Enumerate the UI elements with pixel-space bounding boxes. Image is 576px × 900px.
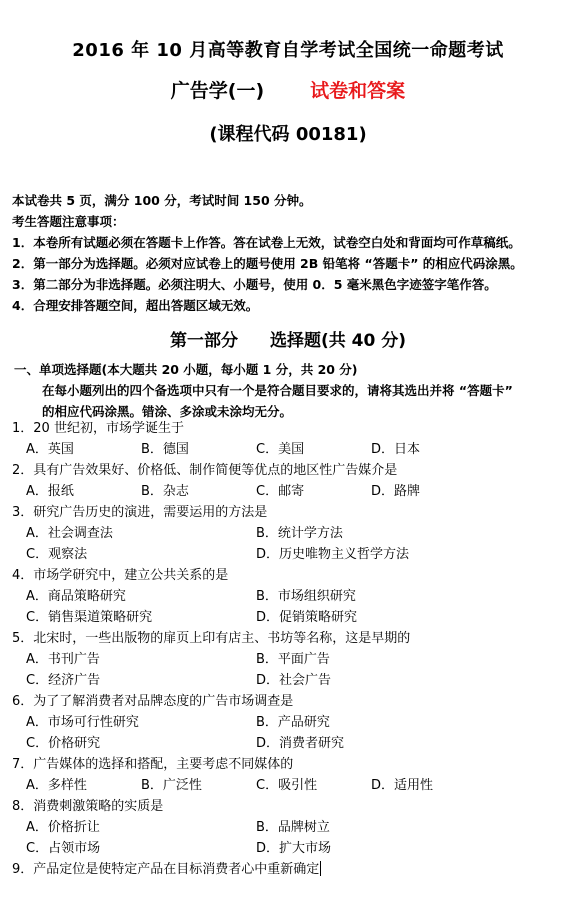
options-row	[0, 775, 576, 796]
notice-item: 3．第二部分为非选择题。必须注明大、小题号，使用 0．5 毫米黑色字迹签字笔作答。	[12, 277, 497, 292]
answer-option: A．市场可行性研究	[26, 715, 139, 730]
answer-option: B．品牌树立	[256, 820, 330, 835]
course-code: (课程代码 00181)	[209, 124, 367, 145]
question-item	[0, 460, 576, 502]
answer-option: D．消费者研究	[256, 736, 345, 751]
section-title: 一、单项选择题(本大题共 20 小题，每小题 1 分，共 20 分)	[14, 362, 358, 377]
options-row	[0, 712, 576, 733]
question-stem: 7．广告媒体的选择和搭配，主要考虑不同媒体的	[12, 757, 294, 772]
section-instruction: 在每小题列出的四个备选项中只有一个是符合题目要求的，请将其选出并将 “答题卡”	[42, 383, 513, 398]
answer-option: B．统计学方法	[256, 526, 343, 541]
answer-option: A．多样性	[26, 778, 87, 793]
options-row	[0, 733, 576, 754]
answer-option: C．美国	[256, 442, 305, 457]
answer-option: B．平面广告	[256, 652, 330, 667]
options-row	[0, 481, 576, 502]
notice-item: 4．合理安排答题空间，超出答题区域无效。	[12, 298, 259, 313]
answer-option: D．促销策略研究	[256, 610, 358, 625]
answer-option: C．价格研究	[26, 736, 101, 751]
part-title	[0, 326, 576, 351]
question-stem: 9．产品定位是使特定产品在目标消费者心中重新确定	[12, 862, 320, 877]
answer-option: B．杂志	[141, 484, 189, 499]
options-row	[0, 439, 576, 460]
part-name: 选择题(共 40 分)	[269, 331, 407, 351]
answer-option: D．历史唯物主义哲学方法	[256, 547, 410, 562]
options-row	[0, 586, 576, 607]
question-stem: 3．研究广告历史的演进，需要运用的方法是	[12, 505, 268, 520]
answer-option: D．日本	[371, 442, 421, 457]
answer-option: A．商品策略研究	[26, 589, 126, 604]
part-label: 第一部分	[169, 331, 238, 351]
question-list	[0, 418, 576, 880]
options-row	[0, 649, 576, 670]
answer-option: D．扩大市场	[256, 841, 332, 856]
answer-option: D．社会广告	[256, 673, 332, 688]
question-stem: 5．北宋时，一些出版物的扉页上印有店主、书坊等名称，这是早期的	[12, 631, 411, 646]
answer-option: B．产品研究	[256, 715, 330, 730]
answer-option: C．吸引性	[256, 778, 318, 793]
question-item	[0, 859, 576, 880]
answer-option: A．书刊广告	[26, 652, 100, 667]
exam-title: 2016 年 10 月高等教育自学考试全国统一命题考试	[72, 40, 504, 61]
answer-option: C．邮寄	[256, 484, 305, 499]
answer-option: B．广泛性	[141, 778, 202, 793]
answer-option: B．市场组织研究	[256, 589, 356, 604]
subject-line	[0, 76, 576, 103]
subject-name: 广告学(一)	[170, 80, 265, 102]
answer-option: C．观察法	[26, 547, 88, 562]
section-heading	[14, 359, 570, 422]
notice-item: 2．第一部分为选择题。必须对应试卷上的题号使用 2B 铅笔将 “答题卡” 的相应代码涂黑。	[12, 256, 523, 271]
answer-option: B．德国	[141, 442, 189, 457]
notice-line: 本试卷共 5 页，满分 100 分，考试时间 150 分钟。	[12, 193, 312, 208]
options-row	[0, 523, 576, 544]
notice-item: 1．本卷所有试题必须在答题卡上作答。答在试卷上无效，试卷空白处和背面均可作草稿纸。	[12, 235, 521, 250]
exam-notice	[12, 190, 572, 316]
options-row	[0, 607, 576, 628]
section-instruction: 的相应代码涂黑。错涂、多涂或未涂均无分。	[42, 404, 293, 419]
answer-option: A．社会调查法	[26, 526, 113, 541]
text-cursor	[320, 861, 321, 876]
answer-option: C．占领市场	[26, 841, 101, 856]
notice-line: 考生答题注意事项：	[12, 214, 125, 229]
question-item	[0, 418, 576, 460]
question-item	[0, 565, 576, 628]
options-row	[0, 544, 576, 565]
question-item	[0, 502, 576, 565]
question-item	[0, 628, 576, 691]
question-stem: 4．市场学研究中，建立公共关系的是	[12, 568, 229, 583]
answer-option: C．销售渠道策略研究	[26, 610, 153, 625]
question-stem: 2．具有广告效果好、价格低、制作简便等优点的地区性广告媒介是	[12, 463, 398, 478]
answer-option: A．价格折让	[26, 820, 100, 835]
answer-option: D．适用性	[371, 778, 434, 793]
options-row	[0, 838, 576, 859]
question-item	[0, 691, 576, 754]
answer-option: C．经济广告	[26, 673, 101, 688]
answer-option: A．报纸	[26, 484, 74, 499]
answer-option: A．英国	[26, 442, 74, 457]
question-item	[0, 796, 576, 859]
question-item	[0, 754, 576, 796]
paper-label: 试卷和答案	[310, 80, 406, 102]
options-row	[0, 817, 576, 838]
question-stem: 8．消费刺激策略的实质是	[12, 799, 164, 814]
question-stem: 6．为了了解消费者对品牌态度的广告市场调查是	[12, 694, 294, 709]
answer-option: D．路牌	[371, 484, 421, 499]
question-stem: 1．20 世纪初，市场学诞生于	[12, 421, 184, 436]
options-row	[0, 670, 576, 691]
